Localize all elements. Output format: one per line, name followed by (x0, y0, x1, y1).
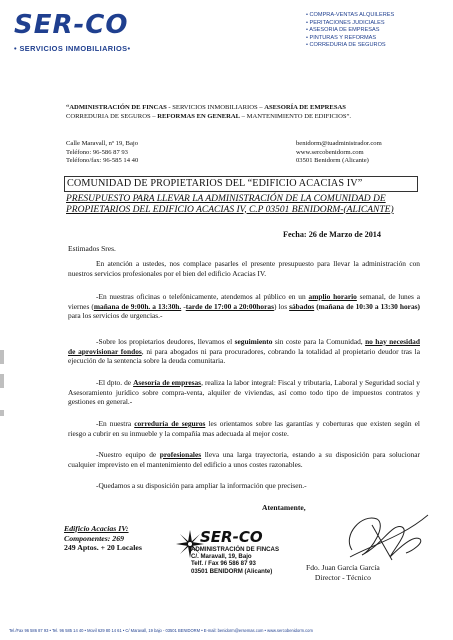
text: - (181, 301, 186, 311)
stamp-line: Telf. / Fax 96 586 87 93 (191, 560, 256, 568)
stamp-line: C/. Maravall, 19, Bajo (191, 553, 252, 561)
text: tarde de 17:00 a 20:00horas (185, 301, 274, 311)
service-item: • COMPRA-VENTAS ALQUILERES (306, 12, 394, 20)
text: seguimiento (234, 337, 273, 346)
budget-title (66, 194, 416, 215)
service-item: • CORREDURIA DE SEGUROS (306, 42, 394, 50)
paragraph-hours (68, 292, 420, 321)
service-item: • ASESORIA DE EMPRESAS (306, 27, 394, 35)
budget-title-line: PRESUPUESTO PARA LLEVAR LA ADMINISTRACIÓN DE LA COMUNIDAD DE (66, 194, 386, 204)
text: ) los (273, 301, 290, 311)
signer-name: Fdo. Juan García García (306, 563, 380, 572)
building-name: Edificio Acacias IV: (64, 524, 129, 533)
paragraph-intro: En atención a ustedes, nos complace pasarles el presente presupuesto para llevar la administración con nuestros servicios profesionales por el bien del edificio Acacias IV. (68, 259, 420, 278)
paragraph-debtors (68, 337, 420, 366)
company-logo: SER-CO (14, 10, 129, 40)
closing-greeting: Atentamente, (262, 503, 306, 512)
paragraph-closing: -Quedamos a su disposición para ampliar la información que precisen.- (96, 481, 307, 490)
text: , ni para abogados ni para procuradores, cobrando la totalidad al propietario deudor tras la ejecución de la sentencia sobre la deuda comunitaria. (68, 346, 420, 366)
building-components: Componentes: 269 (64, 533, 124, 543)
intro-text: CORREDURIA DE SEGUROS – (66, 112, 158, 120)
paragraph-business-advice (68, 378, 420, 407)
text: -En nuestras oficinas o telefónicamente, atendemos al público en un (96, 292, 309, 301)
service-item: • PINTURAS Y REFORMAS (306, 35, 394, 43)
intro-text: – MANTENIMIENTO DE EDIFICIOS”. (240, 112, 352, 120)
city-line: 03501 Benidorm (Alicante) (296, 157, 369, 164)
intro-text: - SERVICIOS INMOBILIARIOS – (166, 104, 265, 111)
phone-line: Teléfono: 96-586 87 93 (66, 148, 128, 156)
text: lleva una larga trayectoria, estando a su disposición para solucionar cualquier imprevisto en el mantenimiento del edificio a unos costes razonables. (68, 450, 420, 469)
text: -En nuestra (96, 419, 135, 428)
budget-title-line: PROPIETARIOS DEL EDIFICIO ACACIAS IV, C.P 03501 BENIDORM-(ALICANTE) (66, 204, 394, 215)
scan-mark (0, 410, 4, 416)
paragraph-insurance (68, 419, 420, 438)
text: mañana de 9:00h. a 13:30h. (93, 301, 182, 311)
document-date: Fecha: 26 de Marzo de 2014 (283, 230, 381, 239)
email-link[interactable]: benidorm@tuadministrador.com (296, 140, 382, 147)
stamp-line: 03501 BENIDORM (Alicante) (191, 567, 273, 575)
services-list (306, 12, 394, 50)
stamp-line: ADMINISTRACIÓN DE FINCAS (191, 546, 280, 553)
text: correduría de seguros (134, 419, 206, 428)
stamp-logo: SER-CO (200, 528, 263, 546)
text: sin coste para la Comunidad, (272, 337, 366, 346)
greeting: Estimados Sres. (68, 244, 116, 253)
intro-text: “ADMINISTRACIÓN DE FINCAS (66, 104, 167, 111)
paragraph-team (68, 450, 420, 469)
text: sábados (289, 301, 315, 311)
text: profesionales (159, 450, 202, 459)
service-item: • PERITACIONES JUDICIALES (306, 20, 394, 28)
handwritten-signature (332, 505, 432, 567)
footer-contact-bar (0, 624, 453, 640)
text: -El dpto. de (96, 378, 134, 387)
website-link[interactable]: www.sercobenidorm.com (296, 148, 364, 156)
logo-subtitle: • SERVICIOS INMOBILIARIOS• (14, 44, 131, 53)
community-title: COMUNIDAD DE PROPIETARIOS DEL “EDIFICIO ACACIAS IV” (64, 176, 418, 192)
building-info (64, 524, 142, 553)
scan-mark (0, 374, 4, 388)
text: semanal, de lunes a viernes ( (68, 292, 420, 311)
contact-info (296, 140, 382, 166)
text: -Nuestro equipo de (96, 450, 160, 459)
scan-mark (0, 350, 4, 364)
text: Asesoría de empresas (133, 378, 202, 387)
text: amplio horario (308, 292, 357, 301)
footer-text: Tel./Fax 96 586 87 93 • Tel. 96 585 14 40 • Movil 629 80 14 61 • C/ Maravall, 19 bajo - 03501 BENIDORM • E-mail: benidorm@ersemas.com • www.sercobenidorm.com (9, 628, 313, 633)
stamp-details (191, 546, 279, 575)
intro-services (66, 104, 406, 121)
text: no hay necesidad de aprovisionar fondos (68, 337, 420, 356)
text: para los servicios de urgencias.- (68, 311, 163, 321)
signer-block (306, 563, 380, 583)
text: (mañana de 10:30 a 13:30 horas) (314, 301, 420, 311)
text: , realiza la labor integral: Fiscal y tributaria, Laboral y Seguridad social y Asesoramiento jurídico sobre compra-venta, alquiler de viviendas, así como todo tipo de impuestos contratos y gestiones en general.- (68, 378, 420, 407)
office-address (66, 140, 138, 166)
fax-line: Teléfono/fax: 96-585 14 40 (66, 157, 139, 164)
address-line: Calle Maravall, nº 19, Bajo (66, 140, 138, 147)
intro-text: REFORMAS EN GENERAL (157, 112, 241, 120)
text: les orientamos sobre las garantías y coberturas que existen según el riesgo a cubrir en su inmueble y la compañía mas adecuada al mejor coste. (68, 419, 420, 438)
signer-role: Director - Técnico (314, 573, 371, 582)
building-units: 249 Aptos. + 20 Locales (64, 543, 142, 553)
text: -Sobre los propietarios deudores, llevamos el (96, 337, 235, 346)
intro-text: ASESORÍA DE EMPRESAS (264, 104, 346, 111)
